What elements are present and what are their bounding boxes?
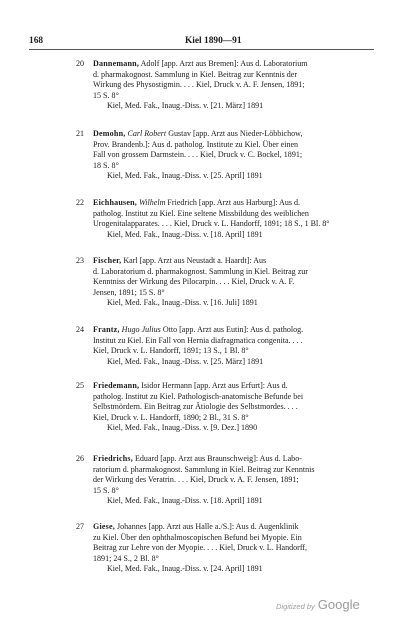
entry-line: Gustav [app. Arzt aus Nieder-Löbbichow, [168, 129, 303, 138]
google-logo: Google [317, 597, 360, 612]
page-number: 168 [29, 36, 44, 46]
author-surname: Eichhausen, [93, 198, 138, 207]
author-italic-name: Carl Robert [127, 129, 167, 138]
entry-line: Institut zu Kiel. Ein Fall von Hernia diafragmatica congenita. . . . [93, 335, 303, 345]
author-surname: Friedrichs, [93, 454, 133, 463]
entry-line: Friedrich [app. Arzt aus Harburg]: Aus d. [167, 198, 301, 207]
entry-line: Selbstmördern. Ein Beitrag zur Ätiologie des Selbstmordes. . . . [93, 402, 298, 412]
entry-number: 24 [76, 325, 85, 334]
entry-number: 26 [76, 454, 85, 463]
entry-line: d. pharmakognost. Sammlung in Kiel. Beitrag zur Kenntnis der [93, 69, 298, 79]
entry-line: Wirkung des Physostigmin. . . . Kiel, Druck v. A. F. Jensen, 1891; [93, 80, 305, 90]
entry-body [93, 59, 380, 112]
entry-body [93, 454, 380, 507]
author-surname: Demohn, [93, 129, 126, 138]
entry-body [93, 381, 380, 434]
author-surname: Fischer, [93, 256, 122, 265]
entry-number: 27 [76, 522, 85, 531]
entry-line: 18 S. 8° [93, 160, 119, 170]
entry-line: zu Kiel. Über den ophthalmoscopischen Befund bei Myopie. Ein [93, 532, 302, 542]
entry-line: Adolf [app. Arzt aus Bremen]: Aus d. Laboratorium [140, 59, 308, 68]
entry-line: Otto [app. Arzt aus Eutin]: Aus d. patholog. [162, 325, 304, 334]
entry-body [93, 325, 380, 367]
faculty-line: Kiel, Med. Fak., Inaug.-Diss. v. [25. März] 1891 [107, 356, 264, 366]
faculty-line: Kiel, Med. Fak., Inaug.-Diss. v. [18. April] 1891 [107, 496, 263, 506]
faculty-line: Kiel, Med. Fak., Inaug.-Diss. v. [25. April] 1891 [107, 171, 263, 181]
author-surname: Friedemann, [93, 381, 140, 390]
entry-line: Kenntniss der Wirkung des Pilocarpin. . . . Kiel, Druck v. A. F. [93, 277, 295, 287]
faculty-line: Kiel, Med. Fak., Inaug.-Diss. v. [18. April] 1891 [107, 229, 263, 239]
faculty-line: Kiel, Med. Fak., Inaug.-Diss. v. [24. April] 1891 [107, 564, 263, 574]
watermark-prefix: Digitized by [276, 602, 315, 611]
author-italic-name: Wilhelm [139, 198, 166, 207]
entry-line: Karl [app. Arzt aus Neustadt a. Haardt]: Aus [123, 256, 267, 265]
faculty-line: Kiel, Med. Fak., Inaug.-Diss. v. [16. Juli] 1891 [107, 298, 258, 308]
entry-line: Fall von grossem Darmstein. . . . Kiel, Druck v. C. Bockel, 1891; [93, 150, 303, 160]
entry-line: Kiel, Druck v. L. Handorff, 1891; 13 S., 1 Bl. 8° [93, 346, 249, 356]
running-title: Kiel 1890—91 [185, 36, 242, 46]
entry-line: Beitrag zur Lehre von der Myopie. . . . Kiel, Druck v. L. Handorff, [93, 543, 308, 553]
entry-line: 15 S. 8° [93, 485, 119, 495]
author-surname: Frantz, [93, 325, 120, 334]
entry-line: Eduard [app. Arzt aus Braunschweig]: Aus d. Labo- [134, 454, 302, 463]
author-surname: Dannemann, [93, 59, 140, 68]
entry-line: 1891; 24 S., 2 Bl. 8° [93, 553, 159, 563]
entry-body [93, 256, 380, 309]
entry-line: patholog. Institut zu Kiel. Eine seltene Missbildung des weiblichen [93, 208, 309, 218]
entry-line: Johannes [app. Arzt aus Halle a./S.]: Aus d. Augenklinik [117, 522, 299, 531]
author-italic-name: Hugo Julius [121, 325, 161, 334]
header-rule [29, 49, 374, 50]
entry-line: d. Laboratorium d. pharmakognost. Sammlung in Kiel. Beitrag zur [93, 266, 308, 276]
faculty-line: Kiel, Med. Fak., Inaug.-Diss. v. [9. Dez.] 1890 [107, 423, 258, 433]
entry-body [93, 129, 380, 182]
running-header [0, 36, 400, 48]
entry-line: Kiel, Druck v. L. Handorff, 1890; 2 Bl., 31 S. 8° [93, 412, 249, 422]
entry-number: 23 [76, 256, 85, 265]
entry-number: 22 [76, 198, 85, 207]
entry-line: ratorium d. pharmakognost. Sammlung in Kiel. Beitrag zur Kenntnis [93, 464, 315, 474]
entry-line: der Wirkung des Veratrin. . . . Kiel, Druck v. A. F. Jensen, 1891; [93, 475, 299, 485]
author-surname: Giese, [93, 522, 115, 531]
entry-line: Prov. Brandenb.]: Aus d. patholog. Institute zu Kiel. Über einen [93, 139, 299, 149]
entry-line: 15 S. 8° [93, 90, 119, 100]
entry-line: patholog. Institut zu Kiel. Pathologisch-anatomische Befunde bei [93, 391, 304, 401]
entry-body [93, 198, 380, 240]
entry-body [93, 522, 380, 575]
digitized-watermark [276, 596, 360, 614]
entry-number: 21 [76, 129, 85, 138]
entry-number: 20 [76, 59, 85, 68]
entry-line: Jensen, 1891; 15 S. 8° [93, 287, 165, 297]
entry-line: Isidor Hermann [app. Arzt aus Erfurt]: Aus d. [141, 381, 288, 390]
entry-number: 25 [76, 381, 85, 390]
entry-line: Urogenitalapparates. . . . Kiel, Druck v. L. Handorff, 1891; 18 S., 1 Bl. 8° [93, 219, 330, 229]
faculty-line: Kiel, Med. Fak., Inaug.-Diss. v. [21. März] 1891 [107, 101, 264, 111]
